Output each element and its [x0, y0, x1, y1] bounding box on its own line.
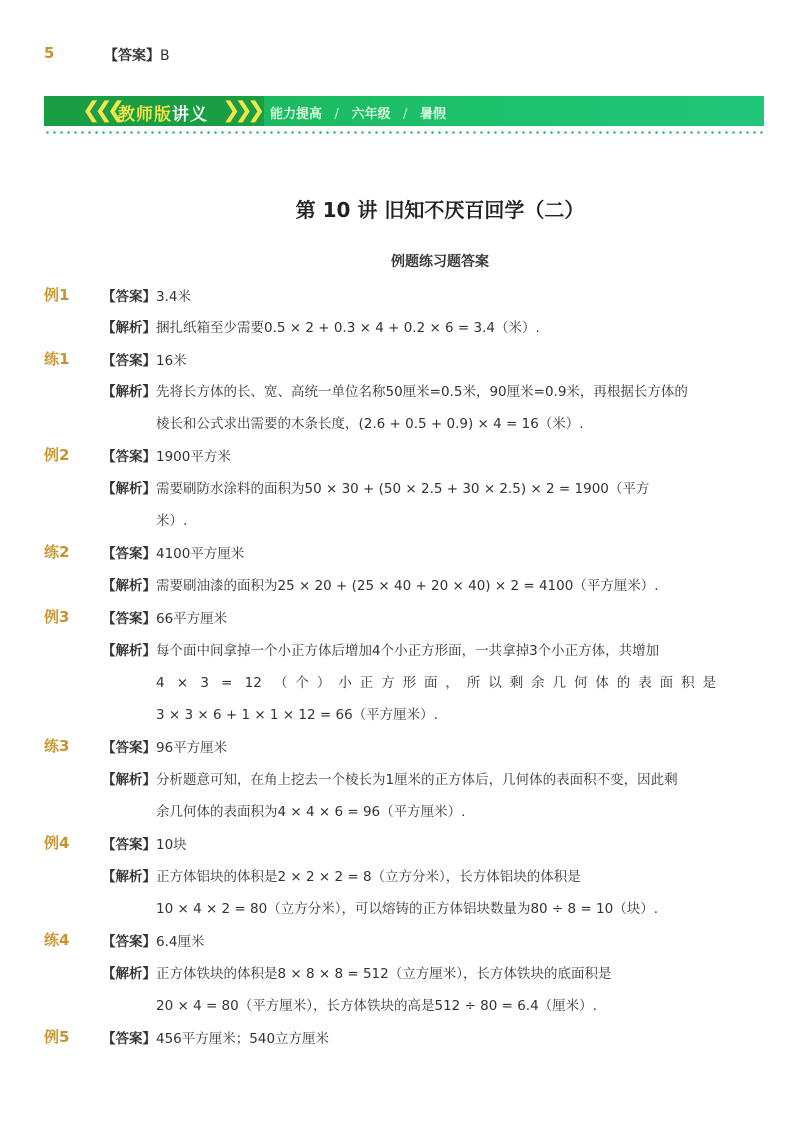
- answer-value: B: [160, 48, 170, 64]
- item-label: 练4: [44, 931, 70, 949]
- item-label: 练1: [44, 350, 70, 368]
- item-label: 例3: [44, 608, 70, 626]
- answer-value: 1900平方米: [156, 449, 231, 465]
- analysis-line: 4 × 3 = 12 （个）小正方形面，所以剩余几何体的表面积是: [156, 675, 716, 691]
- analysis-tag: 【解析】: [102, 578, 156, 594]
- item-label: 例1: [44, 286, 70, 304]
- analysis-line: 正方体铁块的体积是8 × 8 × 8 = 512（立方厘米），长方体铁块的底面积是: [156, 966, 612, 982]
- banner-title-part2: 讲义: [172, 105, 208, 125]
- analysis-tag: 【解析】: [102, 869, 156, 885]
- analysis-line: 需要刷防水涂料的面积为50 × 30 + (50 × 2.5 + 30 × 2.5) × 2 = 1900（平方: [156, 481, 650, 497]
- analysis-line: 每个面中间拿掉一个小正方体后增加4个小正方形面，一共拿掉3个小正方体，共增加: [156, 643, 660, 659]
- item-label: 例5: [44, 1028, 70, 1046]
- analysis-tag: 【解析】: [102, 643, 156, 659]
- answer-tag: 【答案】: [102, 1031, 156, 1047]
- analysis-line: 20 × 4 = 80（平方厘米），长方体铁块的高是512 ÷ 80 = 6.4（厘米）.: [156, 998, 597, 1014]
- answer-tag: 【答案】: [104, 48, 160, 64]
- analysis-line: 米）.: [156, 513, 188, 529]
- analysis-tag: 【解析】: [102, 772, 156, 788]
- analysis-line: 正方体铝块的体积是2 × 2 × 2 = 8（立方分米），长方体铝块的体积是: [156, 869, 581, 885]
- breadcrumb: [270, 103, 454, 122]
- analysis-line: 分析题意可知，在角上挖去一个棱长为1厘米的正方体后，几何体的表面积不变，因此剩: [156, 772, 678, 788]
- answer-value: 10块: [156, 837, 187, 853]
- analysis-tag: 【解析】: [102, 384, 156, 400]
- top-answer: [104, 45, 170, 65]
- answer-value: 456平方厘米；540立方厘米: [156, 1031, 330, 1047]
- answer-value: 96平方厘米: [156, 740, 228, 756]
- answer-tag: 【答案】: [102, 353, 156, 369]
- item-label: 例2: [44, 446, 70, 464]
- answer-tag: 【答案】: [102, 546, 156, 562]
- lecture-title: 第 10 讲 旧知不厌百回学（二）: [295, 198, 585, 222]
- crumb-3: 暑假: [419, 107, 446, 122]
- answer-value: 4100平方厘米: [156, 546, 245, 562]
- answer-tag: 【答案】: [102, 611, 156, 627]
- answer-tag: 【答案】: [102, 449, 156, 465]
- crumb-sep: /: [334, 107, 339, 122]
- analysis-line: 10 × 4 × 2 = 80（立方分米），可以熔铸的正方体铝块数量为80 ÷ 8 = 10（块）.: [156, 901, 658, 917]
- item-label: 练2: [44, 543, 70, 561]
- item-label: 例4: [44, 834, 70, 852]
- crumb-sep: /: [403, 107, 408, 122]
- item-label: 练3: [44, 737, 70, 755]
- answer-value: 6.4厘米: [156, 934, 205, 950]
- analysis-line: 3 × 3 × 6 + 1 × 1 × 12 = 66（平方厘米）.: [156, 707, 438, 723]
- answer-value: 66平方厘米: [156, 611, 228, 627]
- analysis-line: 棱长和公式求出需要的木条长度，(2.6 + 0.5 + 0.9) × 4 = 16（米）.: [156, 416, 584, 432]
- analysis-tag: 【解析】: [102, 320, 156, 336]
- analysis-tag: 【解析】: [102, 481, 156, 497]
- answer-value: 3.4米: [156, 289, 191, 305]
- analysis-line: 需要刷油漆的面积为25 × 20 + (25 × 40 + 20 × 40) × 2 = 4100（平方厘米）.: [156, 578, 659, 594]
- header-banner: [44, 96, 764, 126]
- answer-tag: 【答案】: [102, 934, 156, 950]
- answer-tag: 【答案】: [102, 837, 156, 853]
- section-subtitle: 例题练习题答案: [391, 254, 489, 270]
- answer-value: 16米: [156, 353, 187, 369]
- answer-tag: 【答案】: [102, 740, 156, 756]
- chevron-left-icon: ❮❮❮: [82, 98, 120, 123]
- banner-title-part1: 教师版: [118, 105, 172, 125]
- answer-tag: 【答案】: [102, 289, 156, 305]
- analysis-line: 捆扎纸箱至少需要0.5 × 2 + 0.3 × 4 + 0.2 × 6 = 3.4（米）.: [156, 320, 540, 336]
- analysis-line: 先将长方体的长、宽、高统一单位名称50厘米=0.5米，90厘米=0.9米，再根据长方体的: [156, 384, 688, 400]
- banner-title: [118, 100, 208, 125]
- question-number: 5: [44, 44, 55, 62]
- crumb-1: 能力提高: [270, 107, 323, 122]
- analysis-line: 余几何体的表面积为4 × 4 × 6 = 96（平方厘米）.: [156, 804, 466, 820]
- analysis-tag: 【解析】: [102, 966, 156, 982]
- dotted-divider: [44, 131, 764, 134]
- crumb-2: 六年级: [351, 107, 391, 122]
- chevron-right-icon: ❯❯❯: [222, 98, 260, 123]
